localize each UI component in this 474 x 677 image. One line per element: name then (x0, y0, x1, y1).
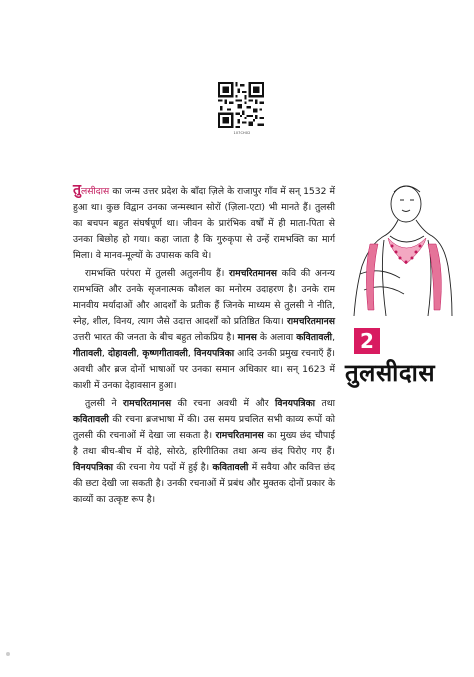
paragraph-text: का जन्म उत्तर प्रदेश के बाँदा ज़िले के राजापुर गाँव में सन् 1532 में हुआ था। कुछ विद्वान उनका जन्मस्थान सोरों (ज़िला-एटा) भी मानते हैं। तुलसी का बचपन बहुत संघर्षपूर्ण था। जीवन के प्रारंभिक वर्षों में ही माता-पिता से उनका बिछोह हो गया। कहा जाता है कि गुरुकृपा से उन्हें रामभक्ति का मार्ग मिला। वे मानव-मूल्यों के उपासक कवि थे। (73, 186, 335, 261)
text-run: , (136, 348, 143, 359)
text-run: रामभक्ति परंपरा में तुलसी अतुलनीय हैं। (85, 268, 229, 279)
text-run: तथा (315, 398, 335, 409)
text-run: का मुख्य छंद चौपाई है तथा बीच-बीच में दोहे, सोरठे, हरिगीतिका तथा अन्य छंद पिरोए गए हैं। (73, 430, 335, 457)
qr-code-icon (218, 82, 264, 128)
page-edge-mark (6, 652, 10, 656)
work-title: विनयपत्रिका (275, 398, 316, 409)
text-run: कवि की अनन्य रामभक्ति और उनके सृजनात्मक कौशल का मनोरम उदाहरण है। उनके राम मानवीय मर्यादाओं और आदर्शों के प्रतीक हैं जिनके माध्यम से तुलसी ने नीति, स्नेह, शील, विनय, त्याग जैसे उदात्त आदर्शों को प्रतिष्ठित किया। (73, 268, 335, 327)
chapter-title: तुलसीदास (345, 359, 436, 387)
paragraph-style (73, 396, 335, 508)
drop-cap: तु (73, 182, 81, 198)
work-title: गीतावली (73, 348, 102, 359)
qr-code-label: 107CH02 (233, 131, 251, 135)
work-title: कवितावली (212, 462, 249, 473)
text-run: के अलावा (256, 332, 297, 343)
text-run: उत्तरी भारत की जनता के बीच बहुत लोकप्रिय है। (73, 332, 238, 343)
text-run: , (101, 348, 109, 359)
work-title: कृष्णगीतावली (142, 348, 188, 359)
body-text (73, 182, 335, 508)
paragraph-intro (73, 182, 335, 264)
text-run: की रचना अवधी में और (171, 398, 276, 409)
text-run: आदि उनकी प्रमुख रचनाएँ हैं। अवधी और ब्रज दोनों भाषाओं पर उनका समान अधिकार था। सन् 1623 में काशी में उनका देहावसान हुआ। (73, 348, 336, 391)
text-run: , (187, 348, 195, 359)
work-title: रामचरितमानस (286, 316, 335, 327)
text-run: में सवैया और कवित्त छंद की छटा देखी जा सकती है। उनकी रचनाओं में प्रबंध और मुक्तक दोनों प्रकार के काव्यों का उत्कृष्ट रूप है। (73, 462, 335, 505)
text-run: की रचना ब्रजभाषा में की। उस समय प्रचलित सभी काव्य रूपों को तुलसी की रचनाओं में देखा जा सकता है। (73, 414, 335, 441)
work-title: विनयपत्रिका (194, 348, 235, 359)
poet-name: लसीदास (80, 186, 110, 197)
poet-portrait-illustration (340, 170, 458, 320)
work-title: कवितावली (73, 414, 109, 425)
work-title: कवितावली (296, 332, 333, 343)
work-title: विनयपत्रिका (73, 462, 114, 473)
text-run: , (332, 332, 335, 343)
paragraph-works (73, 266, 335, 394)
work-title: मानस (237, 332, 257, 343)
work-title: रामचरितमानस (215, 430, 264, 441)
work-title: रामचरितमानस (123, 398, 172, 409)
text-run: की रचना गेय पदों में हुई है। (113, 462, 213, 473)
qr-code[interactable] (218, 82, 266, 135)
work-title: रामचरितमानस (228, 268, 277, 279)
work-title: दोहावली (108, 348, 137, 359)
text-run: तुलसी ने (85, 398, 124, 409)
chapter-number-badge: 2 (354, 328, 380, 354)
